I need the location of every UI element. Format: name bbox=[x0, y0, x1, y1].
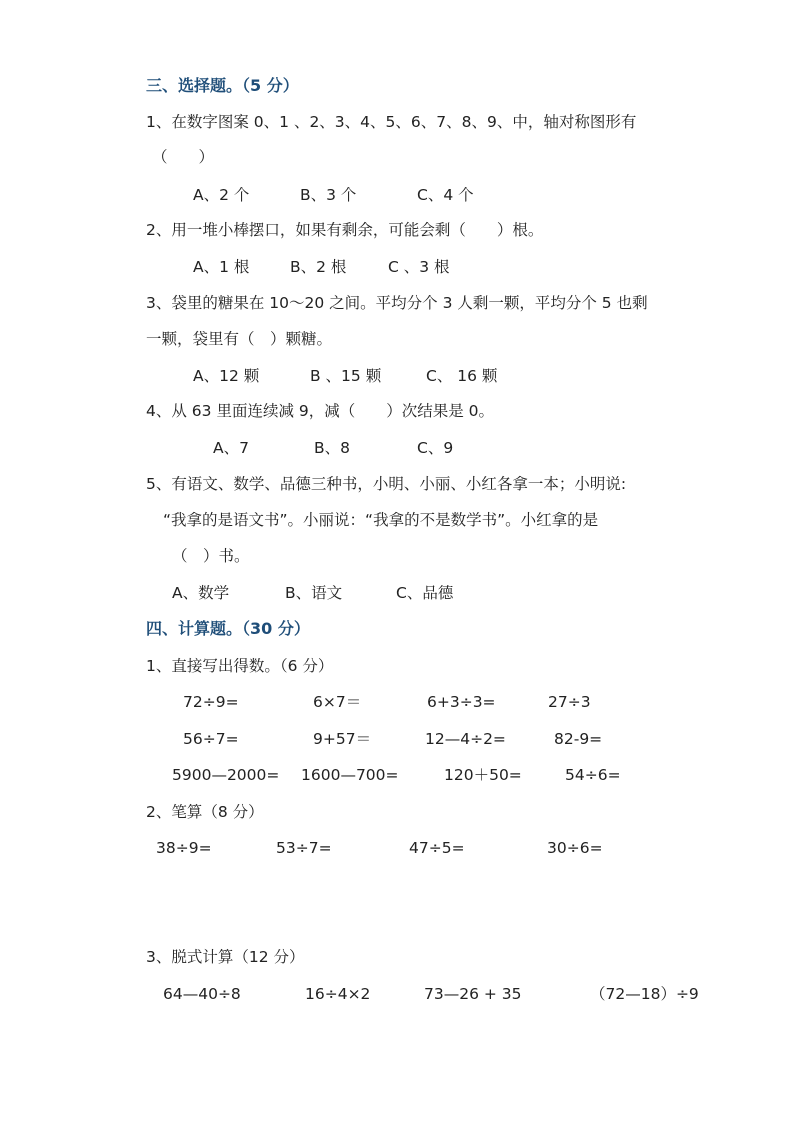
calc-item: 5900—2000= bbox=[172, 766, 280, 784]
question-4-text: 4、从 63 里面连续减 9，减（ ）次结果是 0。 bbox=[146, 402, 495, 420]
question-2-option-a: A、1 根 bbox=[193, 258, 250, 276]
question-1-option-a: A、2 个 bbox=[193, 186, 250, 204]
question-1-option-b: B、3 个 bbox=[300, 186, 357, 204]
step-calc-item: 64—40÷8 bbox=[163, 985, 241, 1003]
question-4-option-a: A、7 bbox=[213, 439, 249, 457]
question-2-text: 2、用一堆小棒摆口，如果有剩余，可能会剩（ ）根。 bbox=[146, 221, 544, 239]
question-5-option-c: C、品德 bbox=[396, 584, 454, 602]
question-5-text: 5、有语文、数学、品德三种书，小明、小丽、小红各拿一本；小明说: bbox=[146, 475, 627, 493]
calc-item: 1600—700= bbox=[301, 766, 399, 784]
question-1-text: 1、在数字图案 0、1 、2、3、4、5、6、7、8、9、中，轴对称图形有 bbox=[146, 113, 637, 131]
question-5-option-b: B、语文 bbox=[285, 584, 343, 602]
part-1-title: 1、直接写出得数。（6 分） bbox=[146, 657, 334, 675]
calc-item: 120＋50= bbox=[444, 766, 522, 784]
calc-item: 82-9= bbox=[554, 730, 603, 748]
question-3-text: 3、袋里的糖果在 10～20 之间。平均分个 3 人剩一颗，平均分个 5 也剩 bbox=[146, 294, 648, 312]
calc-item: 54÷6= bbox=[565, 766, 621, 784]
calc-item: 56÷7= bbox=[183, 730, 239, 748]
calc-item: 6×7＝ bbox=[313, 693, 362, 711]
question-3-option-b: B 、15 颗 bbox=[310, 367, 382, 385]
section3-title: 三、选择题。（5 分） bbox=[146, 76, 299, 95]
part-2-title: 2、笔算（8 分） bbox=[146, 803, 264, 821]
question-4-option-b: B、8 bbox=[314, 439, 350, 457]
calc-item: 9+57＝ bbox=[313, 730, 372, 748]
question-1-blank: （ ） bbox=[152, 148, 215, 166]
calc-item: 6+3÷3= bbox=[427, 693, 496, 711]
question-1-option-c: C、4 个 bbox=[417, 186, 474, 204]
question-3-option-a: A、12 颗 bbox=[193, 367, 260, 385]
calc-item: 72÷9= bbox=[183, 693, 239, 711]
written-calc-item: 38÷9= bbox=[156, 839, 212, 857]
question-5-option-a: A、数学 bbox=[172, 584, 230, 602]
question-3-text-line2: 一颗，袋里有（ ）颗糖。 bbox=[146, 330, 333, 348]
part-3-title: 3、脱式计算（12 分） bbox=[146, 948, 305, 966]
written-calc-item: 53÷7= bbox=[276, 839, 332, 857]
question-4-option-c: C、9 bbox=[417, 439, 454, 457]
calc-item: 12—4÷2= bbox=[425, 730, 506, 748]
step-calc-item: 16÷4×2 bbox=[305, 985, 371, 1003]
question-5-text-line2: “我拿的是语文书”。小丽说：“我拿的不是数学书”。小红拿的是 bbox=[163, 511, 599, 529]
section4-title: 四、计算题。（30 分） bbox=[146, 619, 310, 638]
question-2-option-c: C 、3 根 bbox=[388, 258, 450, 276]
question-5-text-line3: （ ）书。 bbox=[172, 547, 250, 565]
step-calc-item: （72—18）÷9 bbox=[590, 985, 699, 1003]
question-2-option-b: B、2 根 bbox=[290, 258, 347, 276]
written-calc-item: 30÷6= bbox=[547, 839, 603, 857]
written-calc-item: 47÷5= bbox=[409, 839, 465, 857]
question-3-option-c: C、 16 颗 bbox=[426, 367, 498, 385]
step-calc-item: 73—26 + 35 bbox=[424, 985, 522, 1003]
calc-item: 27÷3 bbox=[548, 693, 591, 711]
